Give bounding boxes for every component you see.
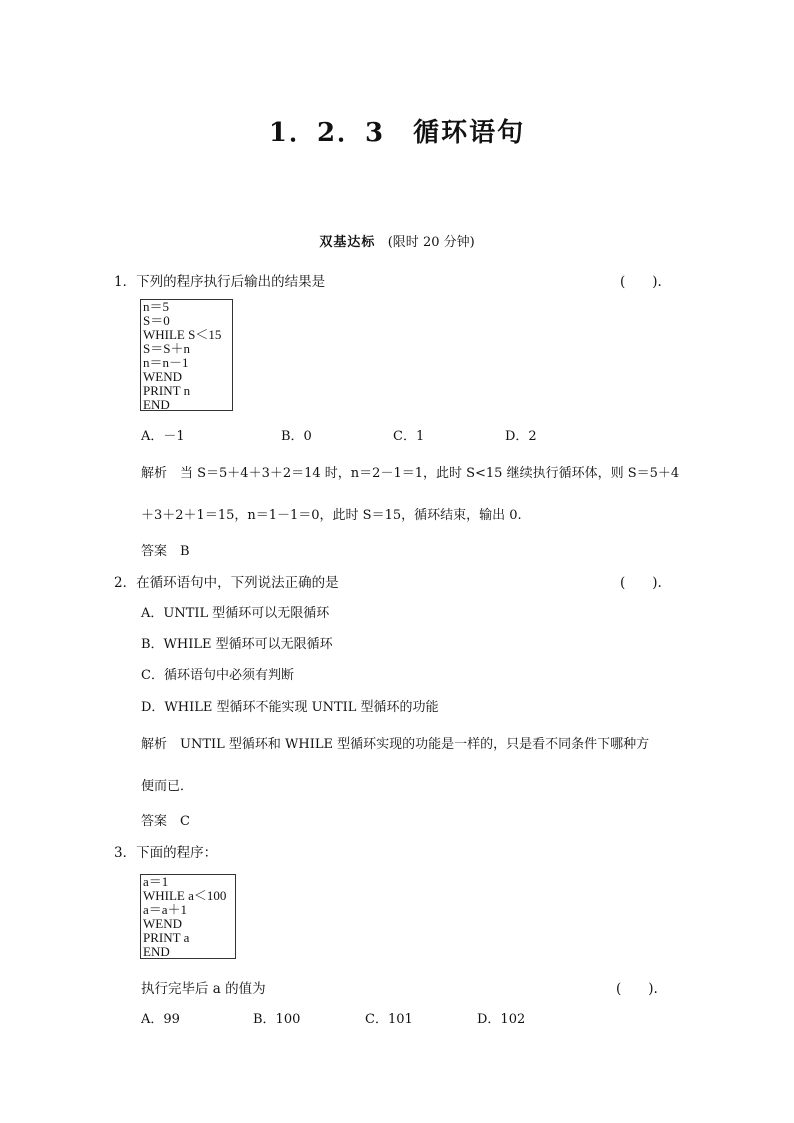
code-line: n＝5 (143, 299, 170, 314)
q2-answer-paren: ( ). (620, 575, 662, 591)
q1-option-a: A．－1 (141, 429, 185, 444)
q3-option-a: A．99 (141, 1012, 180, 1027)
q1-answer: 答案 B (141, 544, 190, 559)
q2-option-a: A．UNTIL 型循环可以无限循环 (141, 606, 330, 621)
q3-code-box (140, 874, 236, 959)
q3-option-b: B．100 (253, 1012, 301, 1027)
q2-answer: 答案 C (141, 814, 190, 829)
q2-option-b: B．WHILE 型循环可以无限循环 (141, 637, 333, 652)
code-line: PRINT a (143, 930, 190, 945)
q2-analysis-line1: 解析 UNTIL 型循环和 WHILE 型循环实现的功能是一样的，只是看不同条件下哪种方 (141, 737, 650, 752)
q2-stem: 2．在循环语句中，下列说法正确的是 (114, 575, 339, 591)
q1-analysis-line1: 解析 当 S＝5＋4＋3＋2＝14 时，n＝2－1＝1，此时 S<15 继续执行循环体，则 S＝5＋4 (141, 466, 680, 481)
q2-option-d: D．WHILE 型循环不能实现 UNTIL 型循环的功能 (141, 700, 439, 715)
time-limit: (限时 20 分钟) (387, 235, 475, 250)
code-line: WHILE a＜100 (143, 888, 227, 903)
code-line: END (143, 944, 170, 959)
q3-option-c: C．101 (365, 1012, 413, 1027)
q1-code-box (140, 299, 233, 411)
code-line: WEND (143, 369, 182, 384)
section-heading (0, 231, 794, 250)
q1-option-b: B．0 (281, 429, 312, 444)
q3-stem: 3．下面的程序： (114, 845, 218, 861)
q1-stem: 1．下列的程序执行后输出的结果是 (114, 274, 326, 290)
code-line: a＝a＋1 (143, 902, 188, 917)
q1-analysis-line2: ＋3＋2＋1＝15，n＝1－1＝0，此时 S＝15，循环结束，输出 0. (141, 508, 522, 523)
q3-prompt: 执行完毕后 a 的值为 (141, 981, 266, 997)
code-line: PRINT n (143, 383, 191, 398)
q2-analysis-line2: 便而已． (141, 779, 194, 794)
code-line: S＝S＋n (143, 341, 190, 356)
code-line: a＝1 (143, 874, 169, 889)
q1-option-d: D．2 (505, 429, 537, 444)
q3-answer-paren: ( ). (616, 981, 658, 997)
code-line: n＝n－1 (143, 355, 189, 370)
code-line: WEND (143, 916, 182, 931)
page-title: 1．2．3 循环语句 (268, 118, 526, 148)
code-line: WHILE S＜15 (143, 327, 222, 342)
code-line: S＝0 (143, 313, 170, 328)
q2-option-c: C．循环语句中必须有判断 (141, 668, 294, 683)
code-line: END (143, 397, 170, 412)
section-heading-label: 双基达标 (319, 235, 376, 250)
q3-option-d: D．102 (477, 1012, 526, 1027)
q1-option-c: C．1 (393, 429, 425, 444)
q1-answer-paren: ( ). (620, 274, 662, 290)
